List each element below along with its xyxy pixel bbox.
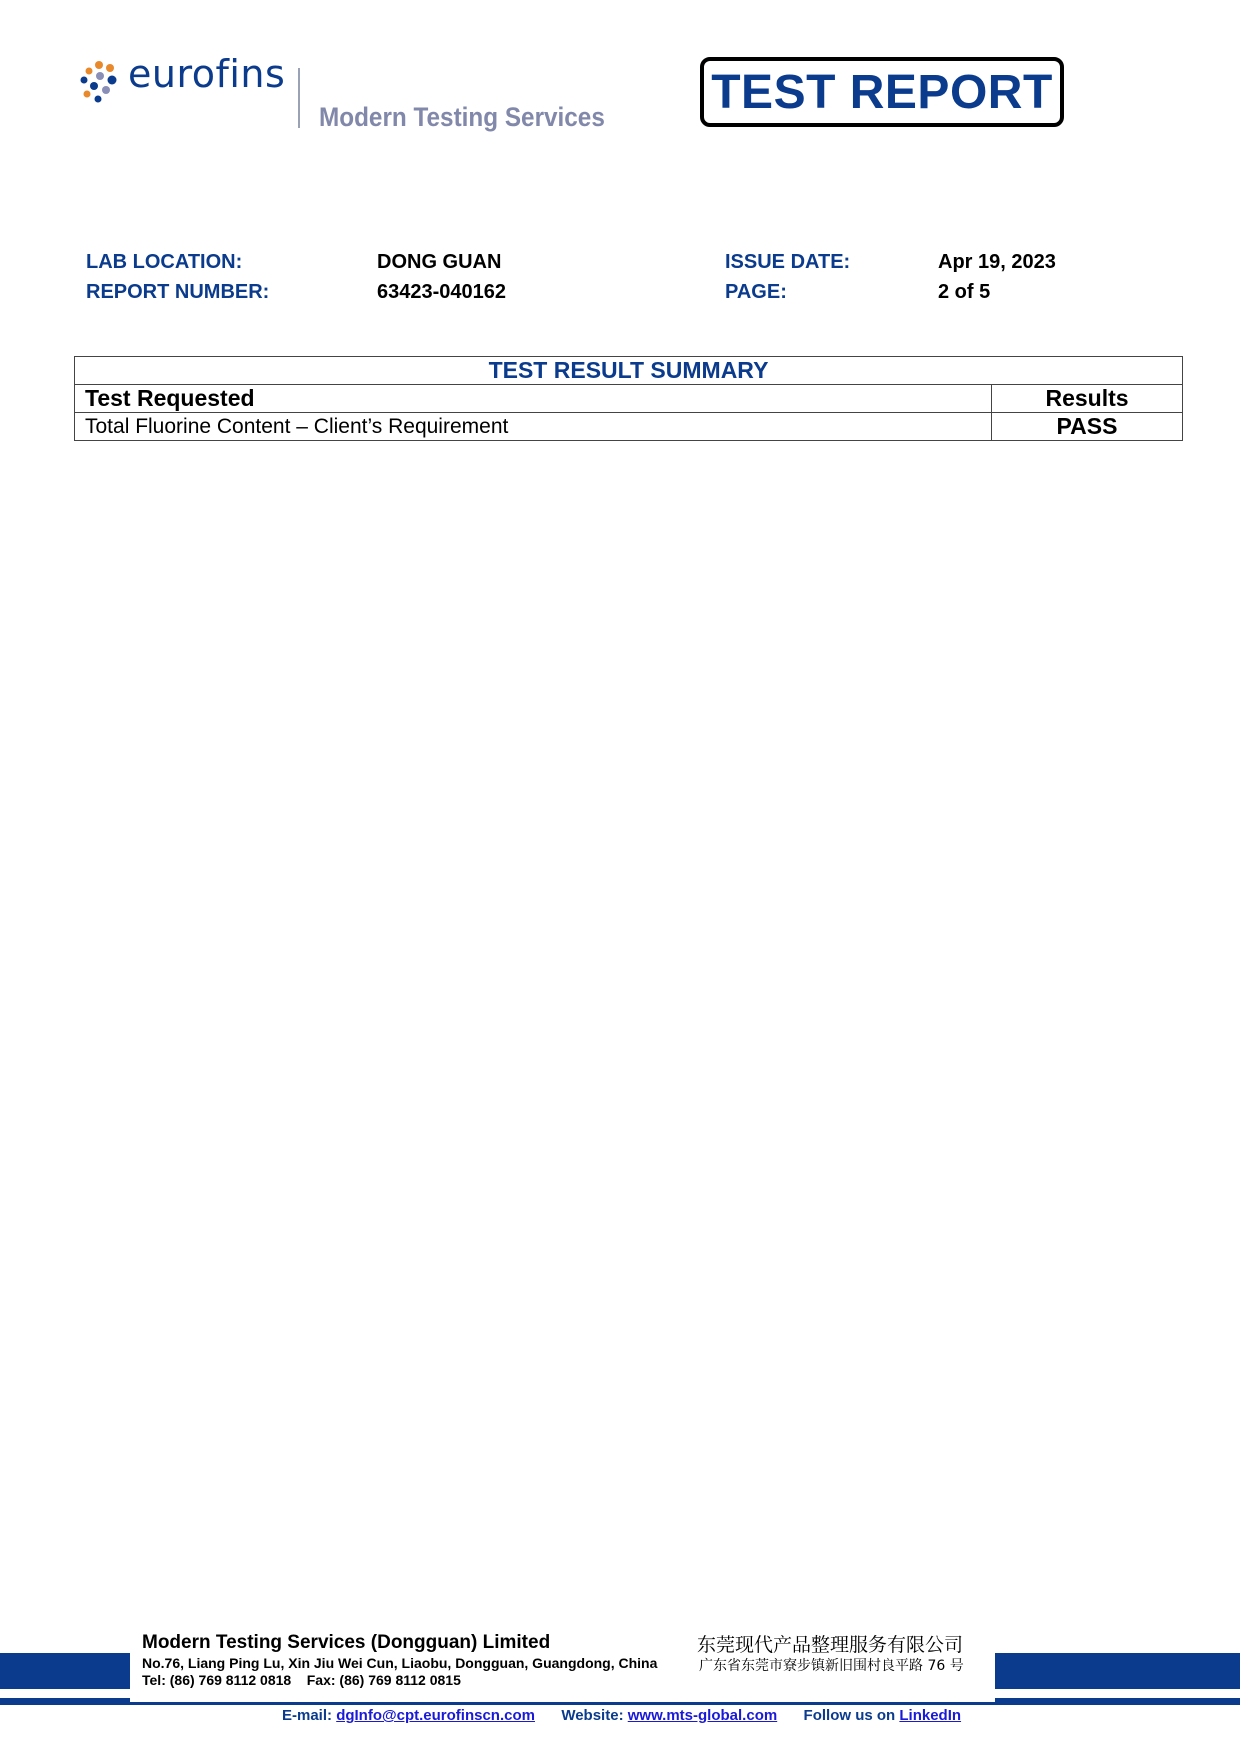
summary-title: TEST RESULT SUMMARY — [75, 357, 1183, 385]
footer-address-cn: 广东省东莞市寮步镇新旧围村良平路 76 号 — [699, 1658, 964, 1674]
result-cell: PASS — [992, 413, 1183, 441]
table-row — [75, 413, 1183, 441]
page-label: PAGE: — [725, 281, 787, 303]
logo-subtitle: Modern Testing Services — [319, 102, 605, 132]
page-value: 2 of 5 — [938, 281, 991, 303]
report-title-box — [700, 57, 1064, 127]
linkedin-link[interactable]: LinkedIn — [899, 1707, 962, 1724]
footer-band-left — [0, 1653, 130, 1689]
footer-company-name: Modern Testing Services (Dongguan) Limited — [142, 1632, 551, 1653]
report-number-label: REPORT NUMBER: — [86, 281, 270, 303]
column-header-results: Results — [992, 385, 1183, 413]
test-requested-cell: Total Fluorine Content – Client’s Requirement — [75, 413, 992, 441]
website-link[interactable]: www.mts-global.com — [627, 1707, 778, 1724]
logo-divider — [298, 68, 300, 128]
logo-wordmark: eurofins — [128, 52, 286, 96]
issue-date-label: ISSUE DATE: — [725, 251, 851, 273]
lab-location-label: LAB LOCATION: — [86, 251, 243, 273]
issue-date-value: Apr 19, 2023 — [938, 251, 1056, 273]
lab-location-value: DONG GUAN — [377, 251, 502, 273]
email-label: E-mail: — [282, 1707, 333, 1724]
follow-label: Follow us on — [803, 1707, 896, 1724]
footer-address: No.76, Liang Ping Lu, Xin Jiu Wei Cun, Liaobu, Dongguan, Guangdong, China — [142, 1655, 658, 1671]
email-link[interactable]: dgInfo@cpt.eurofinscn.com — [336, 1707, 535, 1724]
report-number-value: 63423-040162 — [377, 281, 507, 303]
footer-tel-fax: Tel: (86) 769 8112 0818 Fax: (86) 769 8112 0815 — [142, 1672, 461, 1688]
footer-band-right — [995, 1653, 1240, 1689]
website-label: Website: — [561, 1707, 624, 1724]
footer-contact-line — [282, 1707, 961, 1724]
test-result-summary-table — [74, 356, 1183, 441]
report-title: TEST REPORT — [711, 65, 1053, 119]
footer-company-name-cn: 东莞现代产品整理服务有限公司 — [697, 1634, 964, 1656]
column-header-test: Test Requested — [75, 385, 992, 413]
eurofins-logo-icon — [78, 60, 120, 104]
